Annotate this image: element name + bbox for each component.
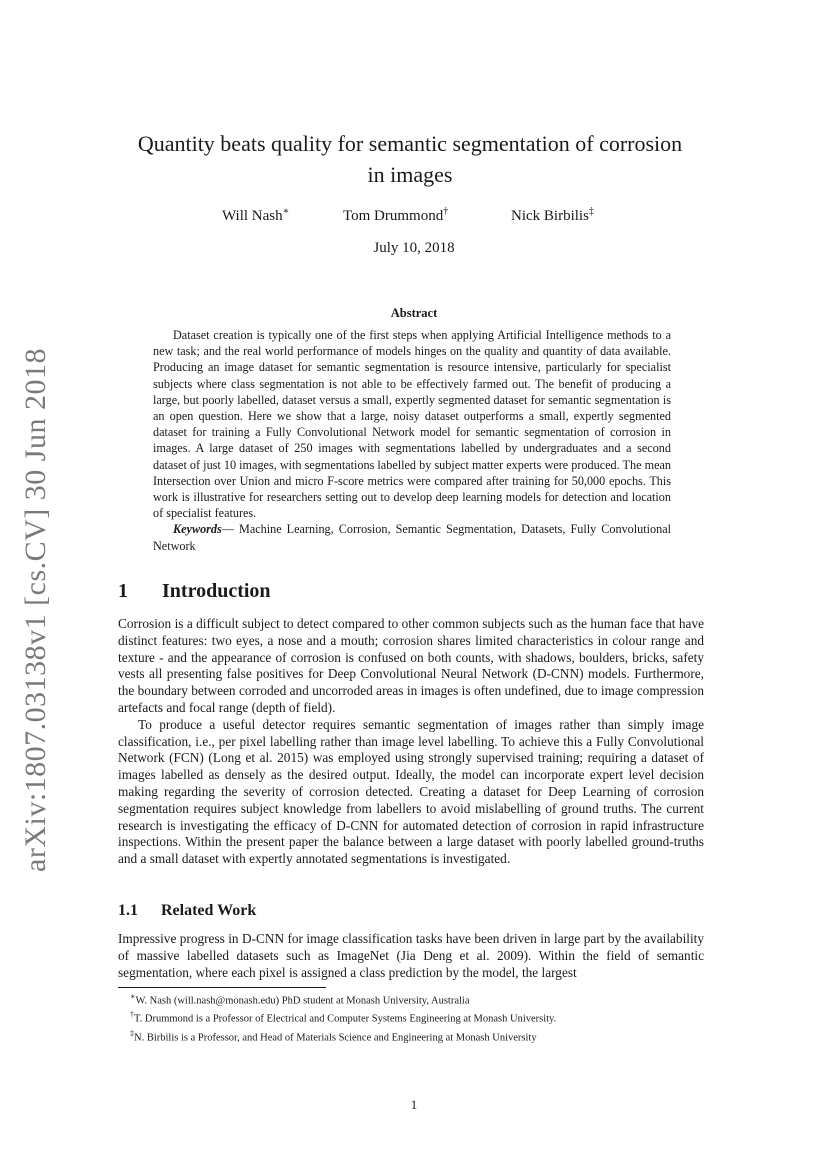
related-work-body: [118, 931, 704, 981]
footnotes: [118, 990, 704, 1045]
abstract-heading: Abstract: [390, 306, 438, 320]
author-mark: ‡: [588, 206, 594, 217]
abstract: [153, 327, 671, 554]
keywords-label: Keywords: [173, 522, 222, 537]
subsection-heading-related-work: [118, 902, 256, 920]
section-heading-introduction: [118, 580, 271, 603]
subsection-number: 1.1: [118, 902, 138, 919]
subsection-title: Related Work: [161, 902, 257, 919]
keywords-list: — Machine Learning, Corrosion, Semantic Segmentation, Datasets, Fully Convolutional Network: [153, 522, 671, 553]
author: [511, 206, 594, 225]
page-number: 1: [410, 1097, 418, 1112]
footnote-rule: [118, 987, 326, 988]
paper-title: Quantity beats quality for semantic segmentation of corrosion in images: [137, 131, 683, 187]
author-name: Tom Drummond: [343, 208, 444, 224]
author-list: [0, 206, 828, 228]
author-mark: †: [443, 206, 449, 217]
author-name: Will Nash: [222, 208, 283, 224]
abstract-text: Dataset creation is typically one of the first steps when applying Artificial Intelligence methods to a new task; and the real world performance of models hinges on the quality and quantity of data available. Producing an image dataset for semantic segmentation is resource intensive, particularly for specialist subjects where class segmentation is not able to be effectively farmed out. The benefit of producing a large, but poorly labelled, dataset versus a small, expertly segmented dataset for semantic segmentation is an open question. Here we show that a large, noisy dataset outperforms a small, expertly segmented dataset for training a Fully Convolutional Network model for semantic segmentation of corrosion in images. A large dataset of 250 images with segmentations labelled by undergraduates and a second dataset of just 10 images, with segmentations labelled by subject matter experts were produced. The mean Intersection over Union and micro F-score metrics were compared after training for 50,000 epochs. This work is illustrative for researchers setting out to develop deep learning models for detection and location of specialist features.: [153, 328, 671, 521]
footnote: [118, 990, 704, 1008]
author: [222, 206, 289, 225]
footnote-text: T. Drummond is a Professor of Electrical and Computer Systems Engineering at Monash University.: [134, 1013, 557, 1025]
footnote: [118, 1008, 704, 1026]
footnote-mark: ‡: [130, 1028, 134, 1038]
keywords: [153, 521, 671, 553]
introduction-body: [118, 616, 704, 868]
author-name: Nick Birbilis: [511, 208, 589, 224]
footnote: [118, 1027, 704, 1045]
paragraph: Corrosion is a difficult subject to detect compared to other common subjects such as the human face that have distinct features: two eyes, a nose and a mouth; corrosion shares limited characteristics in colour range and texture - and the appearance of corrosion is confused on both counts, with shadows, boulders, bricks, safety vests all presenting false positives for Deep Convolutional Neural Network (D-CNN) models. Furthermore, the boundary between corroded and uncorroded areas in images is often undefined, due to image compression artefacts and focal range (depth of field).: [118, 616, 704, 715]
arxiv-identifier: arXiv:1807.03138v1 [cs.CV] 30 Jun 2018: [19, 348, 52, 872]
author-mark: ∗: [282, 206, 290, 217]
footnote-text: N. Birbilis is a Professor, and Head of Materials Science and Engineering at Monash University: [134, 1032, 537, 1044]
paragraph: To produce a useful detector requires semantic segmentation of images rather than simply image classification, i.e., per pixel labelling rather than image level labelling. To achieve this a Fully Convolutional Network (FCN) (Long et al. 2015) was employed using strongly supervised training; requiring a dataset of images labelled as densely as the desired output. Ideally, the model can incorporate expert level decision making regarding the severity of corrosion detected. Creating a dataset for Deep Learning of corrosion segmentation requires subject knowledge from labellers to avoid mislabelling of ground truths. The current research is investigating the efficacy of D-CNN for automated detection of corrosion in rapid infrastructure inspections. Within the present paper the balance between a large dataset with poorly labelled ground-truths and a small dataset with expertly annotated segmentations is investigated.: [118, 716, 704, 867]
paragraph: Impressive progress in D-CNN for image classification tasks have been driven in large part by the availability of massive labelled datasets such as ImageNet (Jia Deng et al. 2009). Within the field of semantic segmentation, where each pixel is assigned a class prediction by the model, the largest: [118, 931, 704, 980]
footnote-text: W. Nash (will.nash@monash.edu) PhD student at Monash University, Australia: [135, 995, 470, 1007]
section-title: Introduction: [162, 580, 271, 602]
footnote-mark: †: [130, 1010, 134, 1020]
author: [343, 206, 448, 225]
section-number: 1: [118, 580, 128, 602]
arxiv-sidebar: [14, 348, 58, 872]
footnote-mark: ∗: [130, 992, 136, 1001]
publication-date: July 10, 2018: [373, 240, 455, 256]
